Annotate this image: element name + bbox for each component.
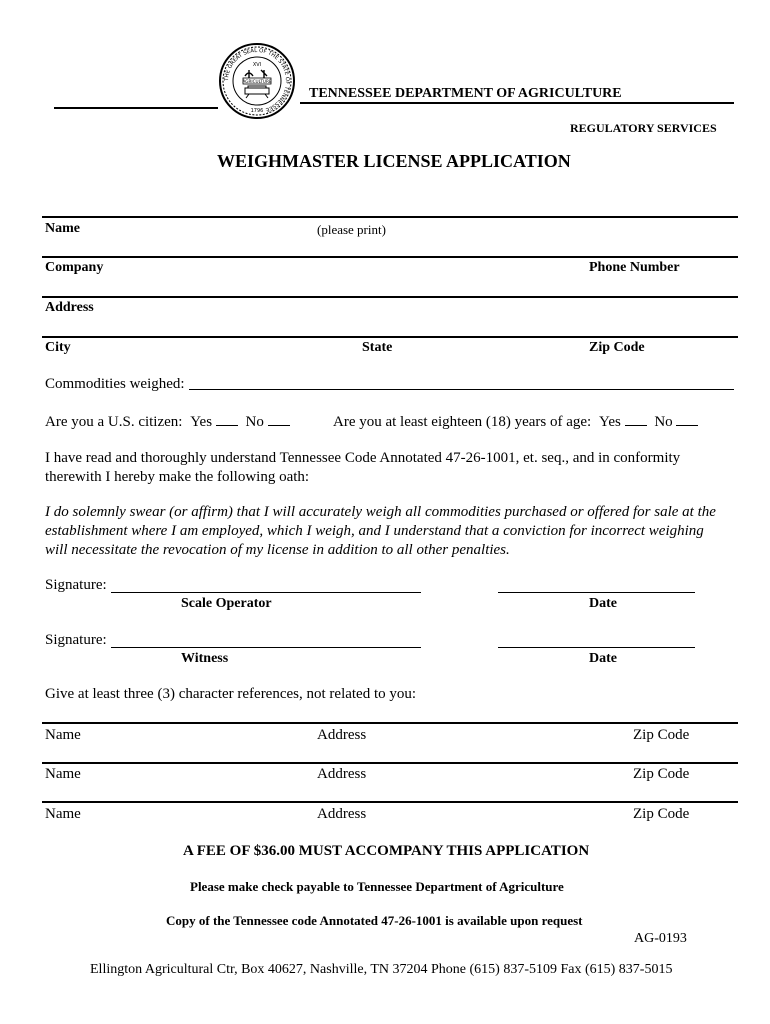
- commodities-field[interactable]: [189, 376, 734, 390]
- operator-date-line[interactable]: [498, 592, 695, 593]
- division-name: REGULATORY SERVICES: [570, 121, 717, 135]
- witness-date-line[interactable]: [498, 647, 695, 648]
- age-yes-blank[interactable]: [625, 412, 647, 426]
- address-rule: [42, 296, 738, 298]
- company-rule: [42, 256, 738, 258]
- citizen-question-text: Are you a U.S. citizen:: [45, 414, 183, 430]
- city-label: City: [45, 340, 71, 355]
- operator-signature-label: Signature:: [45, 577, 107, 593]
- reference-name-label: Name: [45, 806, 81, 822]
- reference-zip-label: Zip Code: [633, 727, 690, 743]
- citizen-question: [45, 412, 290, 431]
- state-seal-icon: [218, 42, 296, 120]
- reference-rule: [42, 762, 738, 764]
- header-left-rule: [54, 107, 218, 109]
- page-title: WEIGHMASTER LICENSE APPLICATION: [217, 151, 571, 171]
- city-rule: [42, 336, 738, 338]
- reference-name-label: Name: [45, 766, 81, 782]
- name-field[interactable]: [42, 238, 738, 254]
- seal-center-word: AGRICULTURE: [242, 79, 272, 84]
- company-field[interactable]: [42, 278, 738, 294]
- department-name: TENNESSEE DEPARTMENT OF AGRICULTURE: [309, 86, 622, 101]
- age-question: [333, 412, 698, 431]
- state-label: State: [362, 340, 393, 355]
- footer-address: Ellington Agricultural Ctr, Box 40627, Nashville, TN 37204 Phone (615) 837-5109 Fax (615) 837-5015: [90, 962, 673, 977]
- operator-signature-line[interactable]: [111, 592, 421, 593]
- fee-notice: A FEE OF $36.00 MUST ACCOMPANY THIS APPLICATION: [183, 843, 590, 859]
- oath-line: establishment where I am employed, which I weigh, and I understand that a conviction for incorrect weighing: [45, 523, 704, 539]
- age-yes-label: Yes: [598, 414, 621, 430]
- form-number: AG-0193: [634, 931, 687, 946]
- witness-role-label: Witness: [181, 651, 229, 666]
- reference-address-label: Address: [317, 766, 367, 782]
- citizen-no-label: No: [245, 414, 264, 430]
- witness-signature-line[interactable]: [111, 647, 421, 648]
- reference-name-label: Name: [45, 727, 81, 743]
- zip-label: Zip Code: [589, 340, 645, 355]
- reference-rule: [42, 801, 738, 803]
- age-no-label: No: [654, 414, 673, 430]
- address-field[interactable]: [42, 318, 738, 334]
- code-notice: Copy of the Tennessee code Annotated 47-26-1001 is available upon request: [166, 913, 583, 928]
- name-label: Name: [45, 221, 80, 236]
- oath-line: I do solemnly swear (or affirm) that I will accurately weigh all commodities purchased or offered for sale at the: [45, 504, 716, 520]
- address-label: Address: [45, 300, 94, 315]
- seal-center-top: XVI: [252, 62, 262, 68]
- name-rule: [42, 216, 738, 218]
- reference-zip-label: Zip Code: [633, 766, 690, 782]
- reference-zip-label: Zip Code: [633, 806, 690, 822]
- commodities-label: Commodities weighed:: [45, 376, 185, 392]
- references-intro: Give at least three (3) character references, not related to you:: [45, 686, 417, 702]
- citizen-yes-label: Yes: [190, 414, 213, 430]
- seal-year: 1796: [250, 108, 264, 114]
- payable-notice: Please make check payable to Tennessee Department of Agriculture: [190, 879, 564, 894]
- operator-date-label: Date: [589, 596, 617, 611]
- citizen-yes-blank[interactable]: [216, 412, 238, 426]
- operator-role-label: Scale Operator: [181, 596, 272, 611]
- reference-address-label: Address: [317, 727, 367, 743]
- witness-signature-label: Signature:: [45, 632, 107, 648]
- witness-date-label: Date: [589, 651, 617, 666]
- reference-rule: [42, 722, 738, 724]
- age-no-blank[interactable]: [676, 412, 698, 426]
- oath-paragraph: [45, 503, 745, 560]
- age-question-text: Are you at least eighteen (18) years of age:: [333, 414, 592, 430]
- seal-ring-text: THE GREAT SEAL OF THE STATE OF TENNESSEE: [223, 47, 291, 113]
- oath-line: will necessitate the revocation of my license in addition to all other penalties.: [45, 542, 510, 558]
- statement-paragraph: I have read and thoroughly understand Tennessee Code Annotated 47-26-1001, et. seq., and in conformity therewith I hereby make the following oath:: [45, 450, 681, 485]
- name-hint: (please print): [317, 222, 386, 237]
- citizen-no-blank[interactable]: [268, 412, 290, 426]
- header-right-rule: [300, 102, 734, 104]
- phone-label: Phone Number: [589, 260, 680, 275]
- company-label: Company: [45, 260, 104, 275]
- reference-address-label: Address: [317, 806, 367, 822]
